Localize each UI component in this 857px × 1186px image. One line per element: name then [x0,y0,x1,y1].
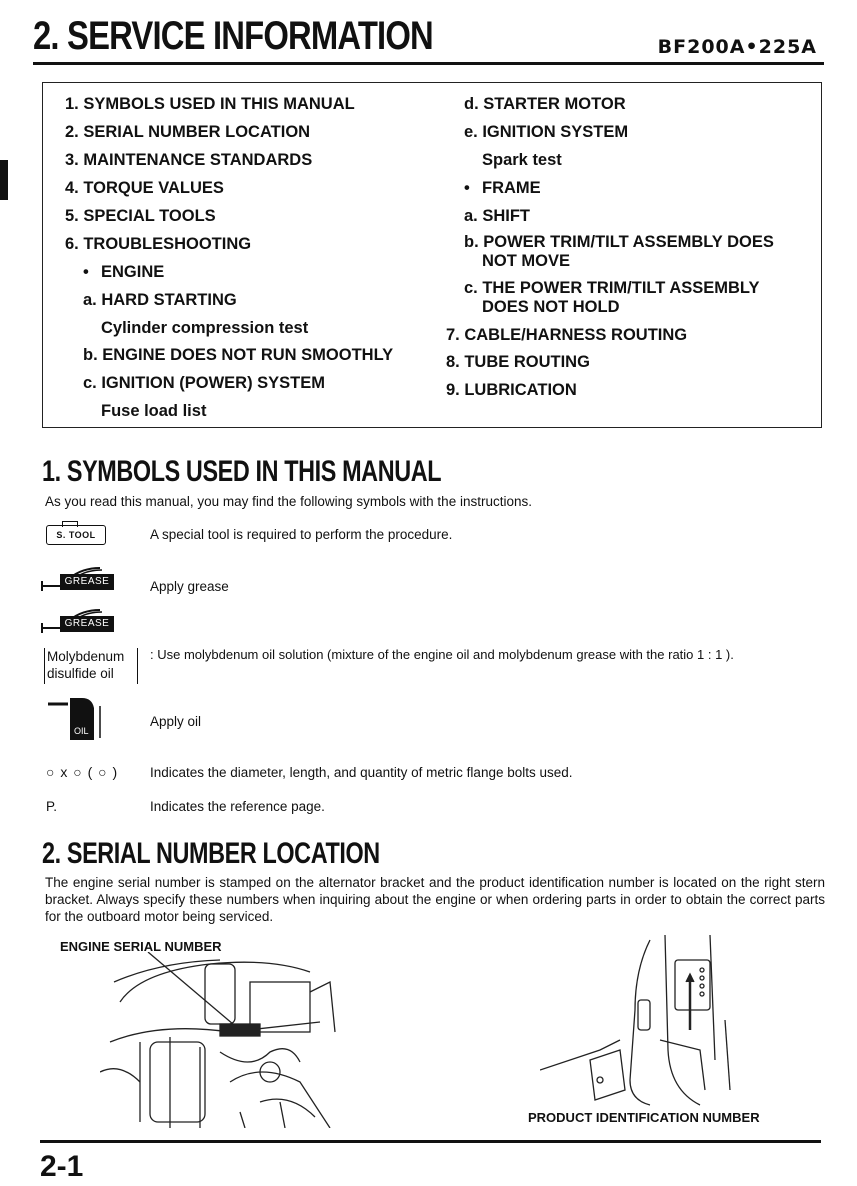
toc-item: 5. SPECIAL TOOLS [65,207,216,225]
moly-label-line2: disulfide oil [47,666,114,681]
grease-icon-label: GREASE [60,616,114,632]
product-id-label: PRODUCT IDENTIFICATION NUMBER [528,1110,760,1125]
contents-box [42,82,822,428]
toc-item: e. IGNITION SYSTEM [464,123,629,141]
toc-item: 7. CABLE/HARNESS ROUTING [446,326,688,344]
toc-item: 4. TORQUE VALUES [65,179,224,197]
toc-item: b. ENGINE DOES NOT RUN SMOOTHLY [83,346,394,364]
grease-icon [40,566,120,596]
oil-description: Apply oil [150,714,202,729]
toc-item: a. HARD STARTING [83,291,237,309]
grease-description: Apply grease [150,579,229,594]
toc-item: 8. TUBE ROUTING [446,353,590,371]
toc-item: 3. MAINTENANCE STANDARDS [65,151,313,169]
engine-illustration [100,952,340,1128]
toc-item-label: ENGINE [101,263,165,281]
toc-item: c. IGNITION (POWER) SYSTEM [83,374,326,392]
toc-item: 9. LUBRICATION [446,381,577,399]
symbols-intro: As you read this manual, you may find the following symbols with the instructions. [45,494,532,509]
engine-serial-label: ENGINE SERIAL NUMBER [60,939,222,954]
toc-item [464,179,541,198]
stern-bracket-illustration [540,930,740,1110]
toc-item: 2. SERIAL NUMBER LOCATION [65,123,311,141]
toc-item: b. POWER TRIM/TILT ASSEMBLY DOES NOT MOVE [464,233,774,270]
toc-item: c. THE POWER TRIM/TILT ASSEMBLY DOES NOT HOLD [464,279,760,316]
toc-item: d. STARTER MOTOR [464,95,626,113]
toc-item-label: FRAME [482,179,541,197]
toc-item: 6. TROUBLESHOOTING [65,235,252,253]
page-ref-symbol: P. [46,799,58,814]
footer-rule [40,1140,821,1143]
oil-can-icon [46,694,110,742]
moly-label-box [44,648,138,684]
bullet: • [83,263,89,281]
section-title-symbols: 1. SYMBOLS USED IN THIS MANUAL [42,455,442,488]
oil-icon-label: OIL [74,726,89,736]
title-rule [33,62,824,65]
toc-item: 1. SYMBOLS USED IN THIS MANUAL [65,95,355,113]
toc-item: a. SHIFT [464,207,531,225]
bolt-symbol: ○ x ○ ( ○ ) [46,764,119,780]
toc-item: Spark test [482,151,562,169]
bullet: • [464,179,470,197]
model-designation: BF200A•225A [657,36,817,58]
serial-paragraph: The engine serial number is stamped on the alternator bracket and the product identification number is located on the right stern bracket. Always specify these numbers when inquiring about the engine or when ordering parts in order to obtain the correct parts for the outboard motor being serviced. [45,875,825,924]
page-ref-description: Indicates the reference page. [150,799,325,814]
page-number: 2-1 [40,1150,84,1183]
section-title-serial: 2. SERIAL NUMBER LOCATION [42,837,380,870]
moly-grease-icon [40,608,120,638]
toc-item: Fuse load list [101,402,207,420]
stool-description: A special tool is required to perform the procedure. [150,527,453,542]
page-title: 2. SERVICE INFORMATION [33,14,433,58]
toc-item [83,263,164,282]
moly-description: : Use molybdenum oil solution (mixture of the engine oil and molybdenum grease with the ratio 1 : 1 ). [150,647,734,662]
stool-icon: S. TOOL [46,525,106,545]
section-tab-mark [0,160,8,200]
toc-item: Cylinder compression test [101,319,309,337]
bolt-description: Indicates the diameter, length, and quantity of metric flange bolts used. [150,765,573,780]
moly-label-line1: Molybdenum [47,649,125,664]
grease-icon-label: GREASE [60,574,114,590]
